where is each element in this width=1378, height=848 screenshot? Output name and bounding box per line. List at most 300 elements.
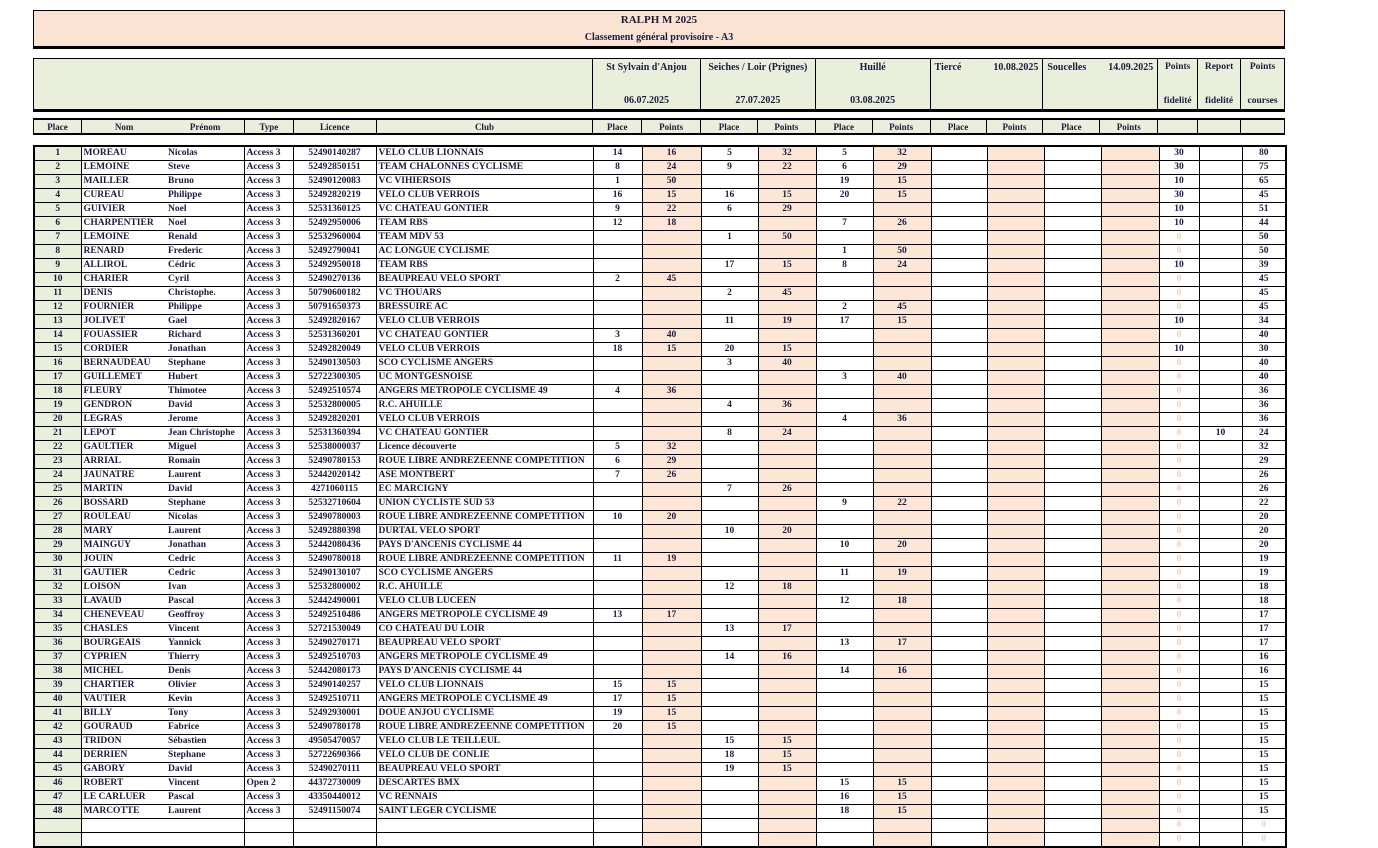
event-points-cell: 22 [642, 203, 701, 217]
course-points-cell: 80 [1242, 146, 1286, 161]
club-cell: EC MARCIGNY [376, 483, 593, 497]
type-cell: Access 3 [244, 175, 293, 189]
event-place-cell: 5 [816, 146, 873, 161]
event-points-cell [1101, 539, 1159, 553]
firstname-cell: Jonathan [166, 539, 244, 553]
fidelity-report-cell [1199, 567, 1242, 581]
course-points-cell: 45 [1242, 189, 1286, 203]
licence-cell: 52721530049 [293, 623, 376, 637]
event-points-cell [642, 595, 701, 609]
firstname-cell: Miguel [166, 441, 244, 455]
firstname-cell: Renald [166, 231, 244, 245]
event-points-cell [987, 637, 1044, 651]
type-cell: Access 3 [244, 259, 293, 273]
event-points-cell [758, 441, 816, 455]
event-points-cell [642, 483, 701, 497]
table-row [34, 651, 1286, 665]
event-points-cell [1101, 511, 1159, 525]
event-points-cell [1101, 777, 1159, 791]
club-cell: VC VIHIERSOIS [376, 175, 593, 189]
event-points-cell: 15 [873, 805, 931, 819]
event-place-cell [701, 175, 758, 189]
name-cell [81, 819, 166, 833]
firstname-cell: Kevin [166, 693, 244, 707]
course-points-cell: 20 [1242, 525, 1286, 539]
event-points-cell [1101, 441, 1159, 455]
event-points-cell [987, 343, 1044, 357]
event-place-cell [931, 357, 987, 371]
event-points-cell: 17 [642, 609, 701, 623]
event-place-cell: 20 [816, 189, 873, 203]
rank-cell: 28 [34, 525, 81, 539]
event-points-cell [987, 819, 1044, 833]
course-points-cell: 20 [1242, 511, 1286, 525]
event-place-cell: 5 [593, 441, 642, 455]
event-points-cell [987, 763, 1044, 777]
club-cell: CO CHATEAU DU LOIR [376, 623, 593, 637]
event-place-cell [931, 455, 987, 469]
event-points-cell [642, 287, 701, 301]
firstname-cell: Nicolas [166, 146, 244, 161]
fidelity-points-cell: 0 [1159, 665, 1199, 679]
event-points-cell [987, 371, 1044, 385]
club-cell: SCO CYCLISME ANGERS [376, 567, 593, 581]
event-points-cell: 24 [873, 259, 931, 273]
course-points-cell: 40 [1242, 371, 1286, 385]
fidelity-points-cell: 0 [1159, 301, 1199, 315]
event-place-cell: 19 [816, 175, 873, 189]
event-points-cell [642, 245, 701, 259]
event-place-cell: 12 [701, 581, 758, 595]
type-cell: Access 3 [244, 287, 293, 301]
event-points-cell [987, 833, 1044, 848]
event-points-cell: 15 [642, 693, 701, 707]
event-points-cell [642, 539, 701, 553]
rank-cell: 3 [34, 175, 81, 189]
name-cell: JOUIN [81, 553, 166, 567]
course-points-cell: 45 [1242, 287, 1286, 301]
event-place-cell [931, 146, 987, 161]
name-cell: MICHEL [81, 665, 166, 679]
event-points-cell: 29 [642, 455, 701, 469]
fidelity-report-cell [1199, 175, 1242, 189]
fidelity-points-cell: 10 [1159, 259, 1199, 273]
event-place-cell [931, 511, 987, 525]
firstname-cell: Steve [166, 161, 244, 175]
name-cell: CYPRIEN [81, 651, 166, 665]
event-points-cell [873, 623, 931, 637]
name-cell: RENARD [81, 245, 166, 259]
event-place-cell [701, 665, 758, 679]
table-row [34, 637, 1286, 651]
event-points-cell: 32 [758, 146, 816, 161]
events-header-spacer [34, 59, 592, 109]
course-points-cell: 15 [1242, 763, 1286, 777]
firstname-cell: Christophe. [166, 287, 244, 301]
event-points-cell [987, 385, 1044, 399]
event-place-cell [1044, 455, 1101, 469]
event-place-cell [931, 231, 987, 245]
event-place-cell [1044, 805, 1101, 819]
club-cell: DOUE ANJOU CYCLISME [376, 707, 593, 721]
course-points-cell: 40 [1242, 357, 1286, 371]
table-row [34, 805, 1286, 819]
type-cell: Access 3 [244, 707, 293, 721]
name-cell: CHARPENTIER [81, 217, 166, 231]
event-points-cell [873, 721, 931, 735]
type-cell: Access 3 [244, 679, 293, 693]
name-cell: BERNAUDEAU [81, 357, 166, 371]
type-cell: Access 3 [244, 399, 293, 413]
event-points-cell [873, 819, 931, 833]
event-place-cell: 12 [593, 217, 642, 231]
event-points-cell [873, 329, 931, 343]
event-place-cell [816, 749, 873, 763]
event-place-cell [816, 763, 873, 777]
event-place-cell [1044, 581, 1101, 595]
firstname-cell: David [166, 399, 244, 413]
event-place-cell: 14 [701, 651, 758, 665]
event-points-cell: 45 [642, 273, 701, 287]
event-place-cell [1044, 273, 1101, 287]
event-points-cell [873, 553, 931, 567]
event-place-cell: 8 [701, 427, 758, 441]
event-points-cell [987, 469, 1044, 483]
firstname-cell: Thimotee [166, 385, 244, 399]
event-points-cell [987, 273, 1044, 287]
event-place-cell [701, 679, 758, 693]
event-points-cell: 36 [642, 385, 701, 399]
firstname-cell: Romain [166, 455, 244, 469]
table-row [34, 581, 1286, 595]
event-points-cell [758, 819, 816, 833]
event-place-cell [816, 525, 873, 539]
event-points-cell [987, 721, 1044, 735]
event-place-cell [701, 455, 758, 469]
event-place-cell [931, 301, 987, 315]
firstname-cell: Sébastien [166, 735, 244, 749]
event-points-cell [642, 567, 701, 581]
licence-cell: 44372730009 [293, 777, 376, 791]
event-points-cell [758, 273, 816, 287]
fidelity-points-cell: 30 [1159, 189, 1199, 203]
event-place-cell [701, 469, 758, 483]
event-place-cell [1044, 217, 1101, 231]
event-points-cell [987, 707, 1044, 721]
course-points-cell: 17 [1242, 609, 1286, 623]
event-points-cell [873, 343, 931, 357]
table-row [34, 413, 1286, 427]
club-cell: VELO CLUB LE TEILLEUL [376, 735, 593, 749]
fidelity-report-cell [1199, 441, 1242, 455]
firstname-cell: Noel [166, 203, 244, 217]
event-place-cell [931, 623, 987, 637]
event-place-cell [931, 553, 987, 567]
table-row [34, 567, 1286, 581]
event-points-cell: 20 [758, 525, 816, 539]
firstname-cell: Frederic [166, 245, 244, 259]
name-cell: BOSSARD [81, 497, 166, 511]
name-cell: VAUTIER [81, 693, 166, 707]
event-place-cell: 14 [593, 146, 642, 161]
fidelity-points-cell: 0 [1159, 553, 1199, 567]
event-place-cell [1044, 595, 1101, 609]
name-cell: GOURAUD [81, 721, 166, 735]
rank-cell: 46 [34, 777, 81, 791]
firstname-cell: Vincent [166, 777, 244, 791]
fidelity-report-cell [1199, 231, 1242, 245]
rank-cell: 38 [34, 665, 81, 679]
event-place-cell [1044, 833, 1101, 848]
club-cell: ROUE LIBRE ANDREZEENNE COMPETITION [376, 511, 593, 525]
event-place-cell [701, 413, 758, 427]
event-points-cell [987, 581, 1044, 595]
name-cell: GAULTIER [81, 441, 166, 455]
course-points-cell: 19 [1242, 567, 1286, 581]
event-points-cell [642, 301, 701, 315]
event-points-cell [1101, 217, 1159, 231]
course-points-cell: 0 [1242, 819, 1286, 833]
course-points-cell: 15 [1242, 777, 1286, 791]
event-place-cell: 1 [816, 245, 873, 259]
course-points-cell: 19 [1242, 553, 1286, 567]
licence-cell: 52538000037 [293, 441, 376, 455]
licence-cell: 52531360125 [293, 203, 376, 217]
table-row [34, 763, 1286, 777]
club-cell: ASE MONTBERT [376, 469, 593, 483]
table-row [34, 791, 1286, 805]
firstname-cell: Gael [166, 315, 244, 329]
type-cell: Access 3 [244, 245, 293, 259]
event-place-cell [931, 161, 987, 175]
club-cell: Licence découverte [376, 441, 593, 455]
event-points-cell: 32 [642, 441, 701, 455]
event-place-cell [593, 483, 642, 497]
event-points-cell [1101, 595, 1159, 609]
event-points-cell [642, 735, 701, 749]
fidelity-points-cell: 0 [1159, 609, 1199, 623]
licence-cell: 4271060115 [293, 483, 376, 497]
event-place-cell: 15 [816, 777, 873, 791]
event-points-cell [1101, 371, 1159, 385]
event-points-cell [1101, 525, 1159, 539]
col-header-event-place: Place [815, 120, 872, 133]
event-place-cell: 10 [701, 525, 758, 539]
table-row [34, 735, 1286, 749]
event-date: 27.07.2025 [735, 95, 781, 106]
type-cell: Access 3 [244, 651, 293, 665]
event-points-cell [758, 469, 816, 483]
licence-cell: 52490780018 [293, 553, 376, 567]
event-points-cell [987, 805, 1044, 819]
type-cell [244, 833, 293, 848]
event-points-cell [758, 707, 816, 721]
event-points-cell: 45 [758, 287, 816, 301]
table-row [34, 245, 1286, 259]
event-place-cell: 9 [593, 203, 642, 217]
name-cell: GAUTIER [81, 567, 166, 581]
club-cell: VC CHATEAU GONTIER [376, 427, 593, 441]
fidelity-report-cell [1199, 287, 1242, 301]
licence-cell: 52490140287 [293, 146, 376, 161]
event-points-cell [987, 539, 1044, 553]
course-points-cell: 15 [1242, 735, 1286, 749]
firstname-cell: Laurent [166, 805, 244, 819]
licence-cell: 52531360201 [293, 329, 376, 343]
event-points-cell: 15 [873, 777, 931, 791]
licence-cell: 52491150074 [293, 805, 376, 819]
event-points-cell [1101, 637, 1159, 651]
fidelity-points-cell: 0 [1159, 399, 1199, 413]
col-header-place: Place [47, 121, 68, 132]
firstname-cell: Thierry [166, 651, 244, 665]
event-place-cell [701, 273, 758, 287]
licence-cell: 52492820219 [293, 189, 376, 203]
event-points-cell [642, 763, 701, 777]
event-points-cell [987, 567, 1044, 581]
event-place-cell [1044, 259, 1101, 273]
licence-cell: 52490270136 [293, 273, 376, 287]
firstname-cell: David [166, 483, 244, 497]
totals-label-top: Points [1165, 62, 1191, 72]
event-points-cell [758, 553, 816, 567]
fidelity-points-cell: 10 [1159, 203, 1199, 217]
table-row [34, 693, 1286, 707]
licence-cell: 52492790041 [293, 245, 376, 259]
firstname-cell: Stephane [166, 357, 244, 371]
fidelity-report-cell [1199, 707, 1242, 721]
event-points-cell: 26 [642, 469, 701, 483]
type-cell: Access 3 [244, 763, 293, 777]
event-place-cell [1044, 441, 1101, 455]
licence-cell [293, 819, 376, 833]
event-points-cell: 40 [758, 357, 816, 371]
event-place-cell [1044, 469, 1101, 483]
event-place-cell [816, 343, 873, 357]
event-place-cell: 2 [701, 287, 758, 301]
fidelity-points-cell: 0 [1159, 581, 1199, 595]
fidelity-report-cell [1199, 217, 1242, 231]
rank-cell: 31 [34, 567, 81, 581]
event-place-cell: 5 [701, 146, 758, 161]
event-points-cell [758, 693, 816, 707]
event-date: 06.07.2025 [624, 95, 669, 106]
name-cell: CHARIER [81, 273, 166, 287]
event-place-cell [816, 609, 873, 623]
event-place-cell [931, 175, 987, 189]
event-place-cell [1044, 357, 1101, 371]
event-points-cell [873, 273, 931, 287]
event-place-cell [701, 609, 758, 623]
name-cell: CHENEVEAU [81, 609, 166, 623]
type-cell: Access 3 [244, 217, 293, 231]
event-place-cell [931, 735, 987, 749]
course-points-cell: 22 [1242, 497, 1286, 511]
event-place-cell [1044, 427, 1101, 441]
licence-cell: 50790600182 [293, 287, 376, 301]
fidelity-report-cell [1199, 455, 1242, 469]
event-place-cell [1044, 287, 1101, 301]
event-points-cell [987, 511, 1044, 525]
event-points-cell: 15 [642, 343, 701, 357]
event-points-cell [987, 595, 1044, 609]
event-place-cell [701, 721, 758, 735]
fidelity-points-cell: 0 [1159, 385, 1199, 399]
licence-cell: 52442490001 [293, 595, 376, 609]
col-header-fidelite-empty [1157, 120, 1197, 133]
event-points-cell [1101, 329, 1159, 343]
event-points-cell [1101, 679, 1159, 693]
event-points-cell [1101, 805, 1159, 819]
event-place-cell [931, 763, 987, 777]
event-points-cell [758, 567, 816, 581]
col-header-event-place: Place [700, 120, 757, 133]
fidelity-report-cell [1199, 581, 1242, 595]
event-points-cell [1101, 735, 1159, 749]
event-points-cell [987, 749, 1044, 763]
firstname-cell: Tony [166, 707, 244, 721]
licence-cell: 52492950006 [293, 217, 376, 231]
firstname-cell: Hubert [166, 371, 244, 385]
table-row [34, 371, 1286, 385]
event-points-cell: 15 [873, 175, 931, 189]
rank-cell: 44 [34, 749, 81, 763]
event-points-cell [987, 497, 1044, 511]
event-points-cell [873, 203, 931, 217]
event-points-cell [1101, 749, 1159, 763]
event-points-cell [873, 707, 931, 721]
firstname-cell: Laurent [166, 469, 244, 483]
licence-cell: 52490270111 [293, 763, 376, 777]
table-row [34, 777, 1286, 791]
event-place-cell [593, 231, 642, 245]
event-name: Seiches / Loir (Prignes) [708, 62, 808, 73]
col-header-club: Club [376, 120, 593, 133]
club-cell: TEAM CHALONNES CYCLISME [376, 161, 593, 175]
event-place-cell: 11 [593, 553, 642, 567]
course-points-cell: 26 [1242, 483, 1286, 497]
event-place-cell [816, 693, 873, 707]
event-place-cell [931, 665, 987, 679]
table-row [34, 553, 1286, 567]
event-place-cell [816, 455, 873, 469]
type-cell: Access 3 [244, 413, 293, 427]
name-cell: MAINGUY [81, 539, 166, 553]
event-points-cell [987, 329, 1044, 343]
event-place-cell [701, 441, 758, 455]
club-cell: VC THOUARS [376, 287, 593, 301]
event-points-cell [987, 777, 1044, 791]
event-place-cell: 8 [593, 161, 642, 175]
event-place-cell [1044, 343, 1101, 357]
event-place-cell: 20 [593, 721, 642, 735]
fidelity-report-cell [1199, 609, 1242, 623]
event-points-cell [758, 721, 816, 735]
course-points-cell: 36 [1242, 413, 1286, 427]
points-courses-header [1240, 59, 1284, 109]
fidelity-report-cell [1199, 329, 1242, 343]
fidelity-report-cell: 10 [1199, 427, 1242, 441]
event-place-cell [816, 399, 873, 413]
event-points-cell: 15 [758, 763, 816, 777]
course-points-cell: 15 [1242, 679, 1286, 693]
title-banner [33, 10, 1285, 49]
event-place-cell [1044, 413, 1101, 427]
event-points-cell [1101, 553, 1159, 567]
name-cell: TRIDON [81, 735, 166, 749]
event-points-cell [987, 679, 1044, 693]
rank-cell: 25 [34, 483, 81, 497]
